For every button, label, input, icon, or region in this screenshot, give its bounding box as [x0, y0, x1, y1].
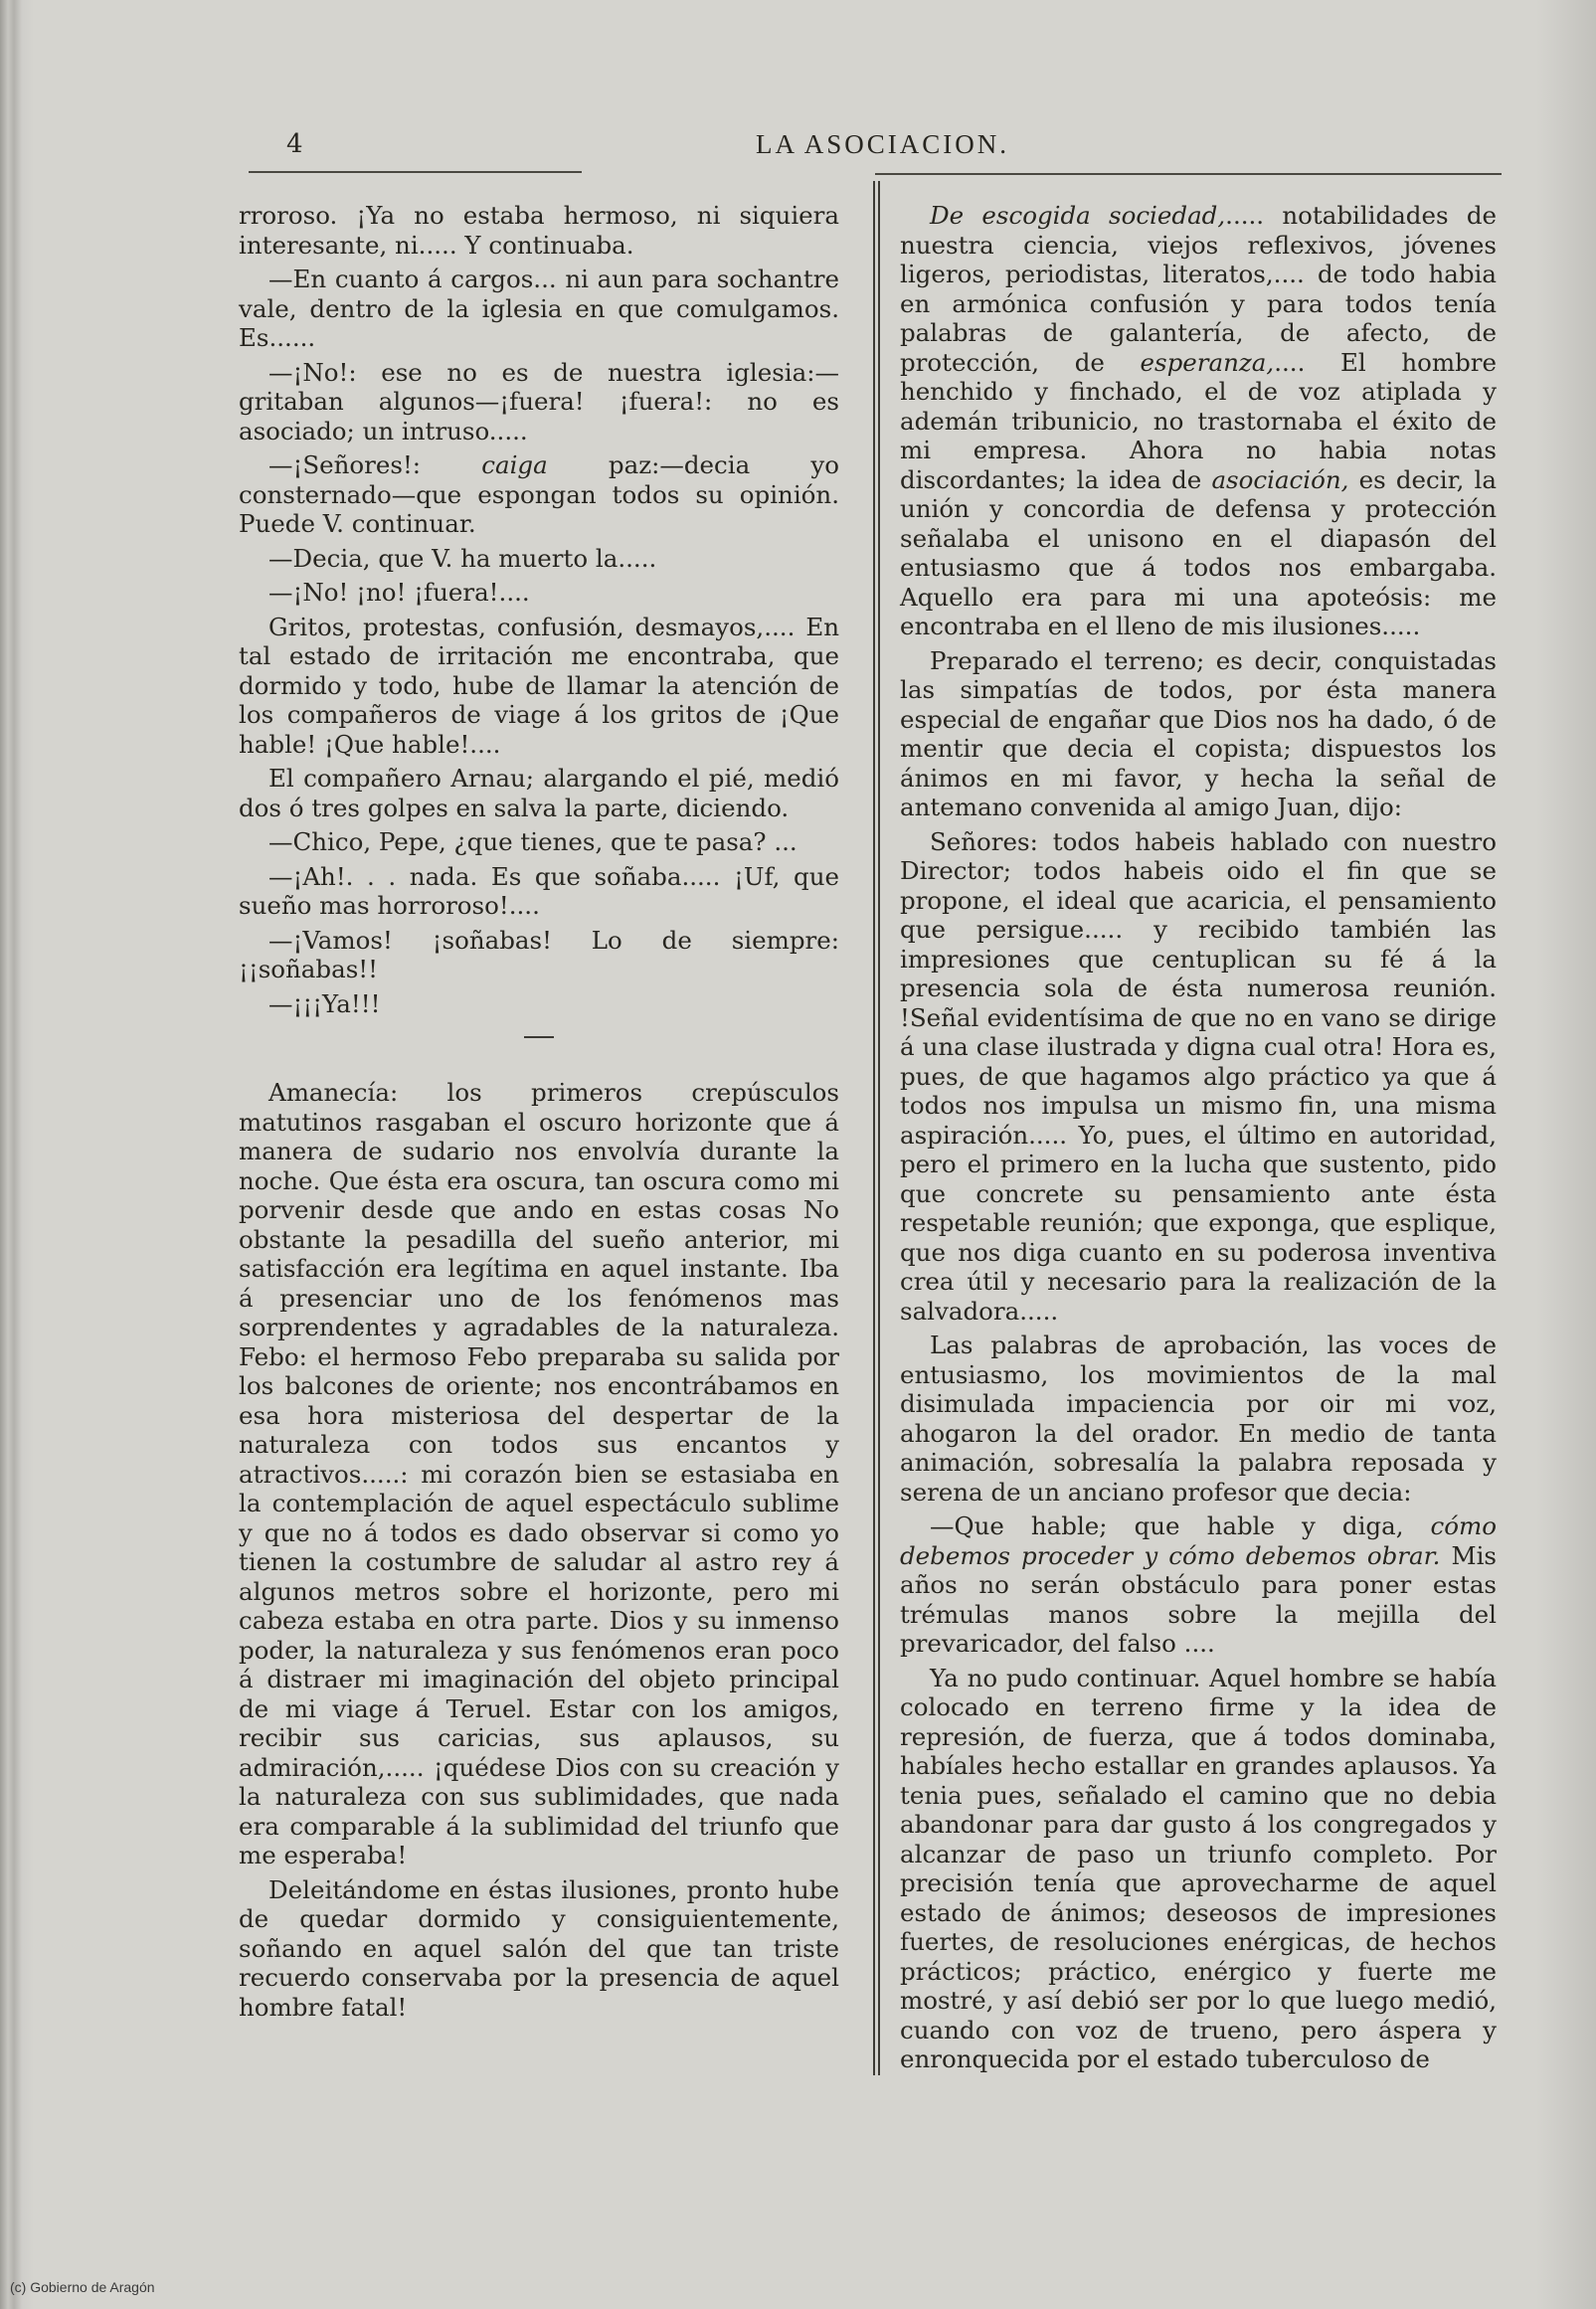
text-run: Mis años no serán obstáculo para poner estas trémulas manos sobre la mejilla del prevaricador, del falso ....: [900, 1540, 1497, 1658]
italic-text: cómo debemos proceder y cómo debemos obrar.: [900, 1511, 1497, 1570]
text-run: es decir, la unión y concordia de defensa y protección señalaba el unisono en el diapasón del entusiasmo que á todos nos embargaba. Aquello era para mi una apoteósis: me encontraba en el lleno de mis ilusiones.....: [900, 464, 1497, 640]
paragraph: [900, 1511, 1497, 1659]
page-header: [249, 129, 1502, 169]
book-spine-edge: [0, 0, 34, 2309]
page-shadow-right: [1536, 0, 1596, 2309]
paragraph: rroroso. ¡Ya no estaba hermoso, ni siquiera interesante, ni..... Y continuaba.: [239, 201, 839, 260]
paragraph: Deleitándome en éstas ilusiones, pronto hube de quedar dormido y consiguientemente, soñando en aquel salón del que tan triste recuerdo conservaba por la presencia de aquel hombre fatal!: [239, 1874, 839, 2022]
paragraph: [239, 450, 839, 539]
scene-break-rule: [524, 1036, 554, 1038]
paragraph: —Chico, Pepe, ¿que tienes, que te pasa? ...: [268, 827, 798, 856]
paragraph: Señores: todos habeis hablado con nuestro Director; todos habeis oido el fin que se propone, el ideal que acaricia, el pensamiento que persigue..... y recibido también las impresiones que centuplican su fé á la presencia sola de ésta numerosa reunión. !Señal evidentísima de que no en vano se dirige á una clase ilustrada y digna cual otra! Hora es, pues, de que hagamos algo práctico ya que á todos nos impulsa un mismo fin, una misma aspiración..... Yo, pues, el último en autoridad, pero el primero en la lucha que sustento, pido que concrete su pensamiento ante ésta respetable reunión; que exponga, que esplique, que nos diga cuanto en su poderosa inventiva crea útil y necesario para la realización de la salvadora.....: [900, 826, 1497, 1326]
paragraph: —Decia, que V. ha muerto la.....: [268, 543, 657, 573]
page-number: 4: [286, 129, 304, 159]
paragraph: Las palabras de aprobación, las voces de entusiasmo, los movimientos de la mal disimulada impaciencia por oir mi voz, ahogaron la del orador. En medio de tanta animación, sobresalía la palabra reposada y serena de un anciano profesor que decia:: [900, 1331, 1497, 1507]
right-column: [900, 201, 1497, 2079]
header-rule-left: [249, 171, 582, 173]
italic-text: asociación,: [1211, 464, 1349, 494]
text-run: —¡Señores!:: [268, 450, 482, 479]
italic-text: De escogida sociedad,: [930, 201, 1226, 230]
text-run: ..... notabilidades de nuestra ciencia, viejos reflexivos, jóvenes ligeros, periodistas, literatos,.... de todo habia en armónica confusión y para todos tenía palabras de galantería, de afecto, de protección, de: [900, 201, 1498, 377]
running-title: LA ASOCIACION.: [756, 129, 1010, 159]
paragraph: El compañero Arnau; alargando el pié, medió dos ó tres golpes en salva la parte, diciendo.: [239, 764, 839, 822]
left-column: [239, 201, 839, 2027]
paragraph: —¡Ah!. . . nada. Es que soñaba..... ¡Uf, que sueño mas horroroso!....: [239, 861, 839, 920]
copyright-notice: (c) Gobierno de Aragón: [10, 2279, 155, 2295]
paragraph: Amanecía: los primeros crepúsculos matutinos rasgaban el oscuro horizonte que á manera de sudario nos envolvía durante la noche. Que ésta era oscura, tan oscura como mi porvenir desde que ando en estas cosas No obstante la pesadilla del sueño anterior, mi satisfacción era legítima en aquel instante. Iba á presenciar uno de los fenómenos mas sorprendentes y agradables de la naturaleza. Febo: el hermoso Febo preparaba su salida por los balcones de oriente; nos encontrábamos en esa hora misteriosa del despertar de la naturaleza con todos sus encantos y atractivos.....: mi corazón bien se estasiaba en la contemplación de aquel espectáculo sublime y que no á todos es dado observar si como yo tienen la costumbre de saludar al astro rey á algunos metros sobre el horizonte, pero mi cabeza estaba en otra parte. Dios y su inmenso poder, la naturaleza y sus fenómenos eran poco á distraer mi imaginación del objeto principal de mi viage á Teruel. Estar con los amigos, recibir sus caricias, sus aplausos, su admiración,..... ¡quédese Dios con su creación y la naturaleza con sus sublimidades, que nada era comparable á la sublimidad del triunfo que me esperaba!: [239, 1078, 839, 1869]
italic-text: caiga: [481, 450, 548, 479]
paragraph: —¡No! ¡no! ¡fuera!....: [268, 578, 530, 607]
text-run: .... El hombre henchido y finchado, el de voz atiplada y ademán tribunicio, no trastornaba el éxito de mi empresa. Ahora no habia notas discordantes; la idea de: [900, 347, 1498, 494]
paragraph: —En cuanto á cargos... ni aun para sochantre vale, dentro de la iglesia en que comulgamos. Es......: [239, 265, 839, 352]
paragraph: Ya no pudo continuar. Aquel hombre se había colocado en terreno firme y la idea de represión, de fuerza, que á todos dominaba, habíales hecho estallar en grandes aplausos. Ya tenia pues, señalado el camino que no debia abandonar para dar gusto á los congregados y alcanzar de paso un triunfo completo. Por precisión tenía que aprovecharme de aquel estado de ánimos; deseosos de impresiones fuertes, de resoluciones enérgicas, de hechos prácticos; práctico, enérgico y fuerte me mostré, y así debió ser por lo que luego medió, cuando con voz de trueno, pero áspera y enronquecida por el estado tuberculoso de: [900, 1663, 1497, 2073]
text-run: —Que hable; que hable y diga,: [930, 1511, 1431, 1540]
header-rule-right: [875, 173, 1502, 175]
paragraph: Gritos, protestas, confusión, desmayos,.... En tal estado de irritación me encontraba, que dormido y todo, hube de llamar la atención de los compañeros de viage á los gritos de ¡Que hable! ¡Que hable!....: [239, 612, 839, 759]
paragraph: —¡No!: ese no es de nuestra iglesia:—gritaban algunos—¡fuera! ¡fuera!: no es asociado; un intruso.....: [239, 357, 839, 445]
paragraph: Preparado el terreno; es decir, conquistadas las simpatías de todos, por ésta manera especial de engañar que Dios nos ha dado, ó de mentir que decia el copista; dispuestos los ánimos en mi favor, y hecha la señal de antemano convenida al amigo Juan, dijo:: [900, 645, 1497, 821]
paragraph: —¡¡¡Ya!!!: [268, 988, 381, 1018]
paragraph: —¡Vamos! ¡soñabas! Lo de siempre: ¡¡soñabas!!: [239, 925, 839, 983]
paragraph: [900, 201, 1497, 641]
column-divider: [873, 181, 880, 2075]
italic-text: esperanza,: [1140, 347, 1275, 377]
text-run: paz:—decia yo consternado—que espongan todos su opinión. Puede V. continuar.: [239, 450, 839, 538]
